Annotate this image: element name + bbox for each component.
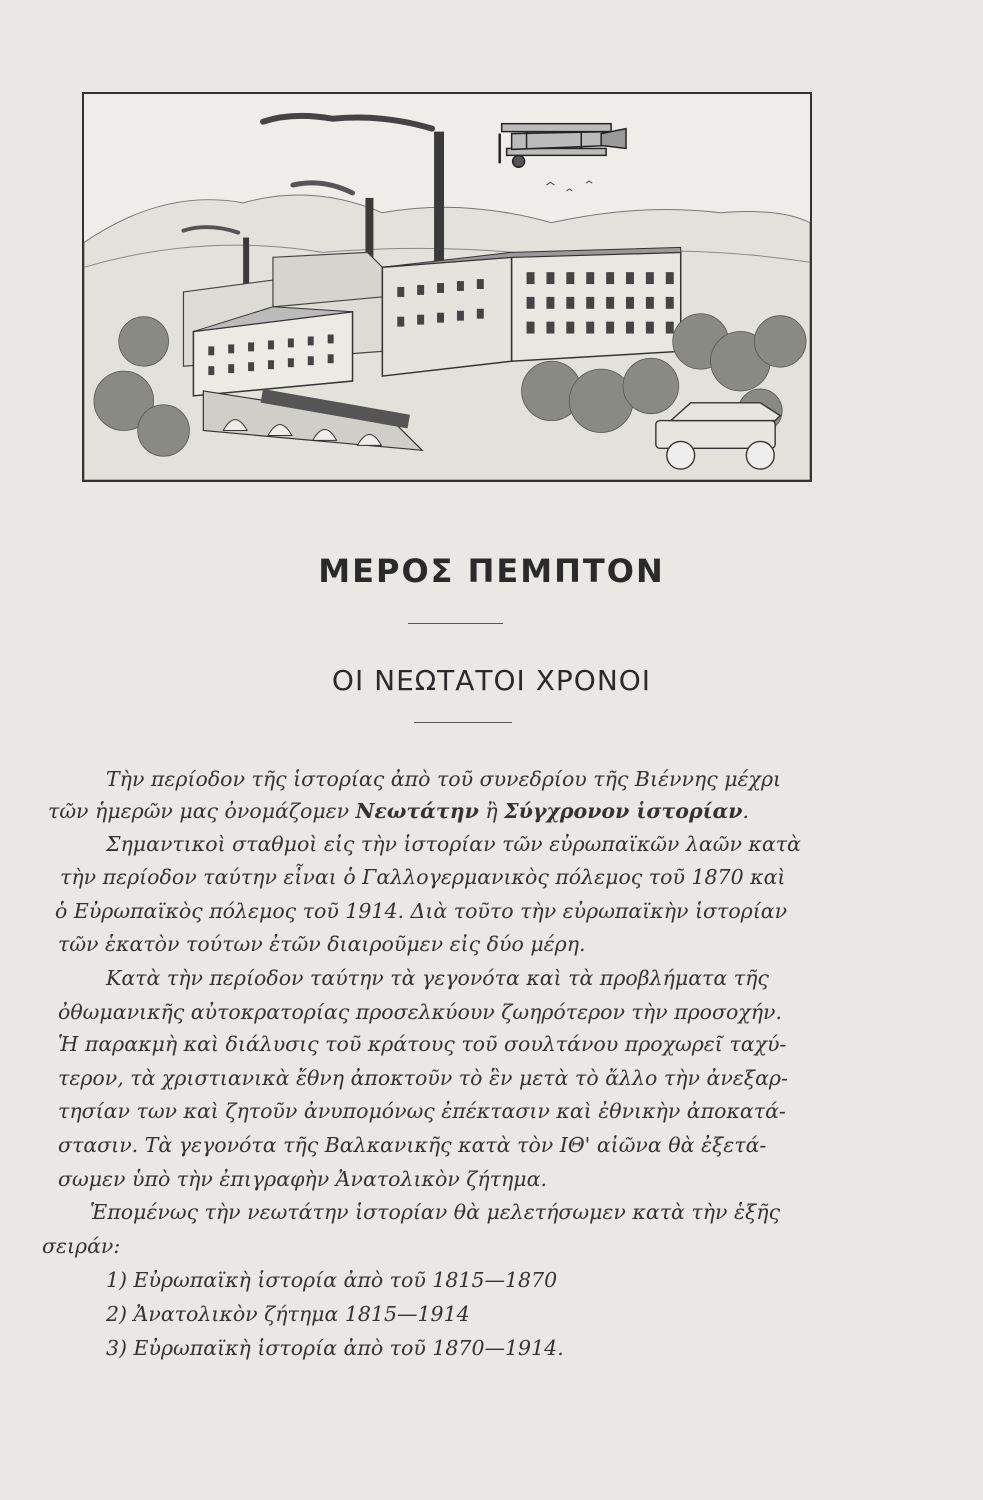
paragraph-3-line-6: στασιν. Τὰ γεγονότα τῆς Βαλκανικῆς κατὰ τὸν ΙΘ' αἰῶνα θὰ ἐξετά- (58, 1133, 767, 1157)
paragraph-1-line-1: Τὴν περίοδον τῆς ἱστορίας ἀπὸ τοῦ συνεδρίου τῆς Βιέννης μέχρι (106, 767, 782, 791)
paragraph-3-line-1: Κατὰ τὴν περίοδον ταύτην τὰ γεγονότα καὶ τὰ προβλήματα τῆς (106, 966, 769, 990)
text-run: ἢ (478, 799, 505, 823)
title-divider (408, 623, 503, 624)
paragraph-2-line-1: Σημαντικοὶ σταθμοὶ εἰς τὴν ἱστορίαν τῶν εὐρωπαϊκῶν λαῶν κατὰ (106, 832, 801, 856)
list-item: 3) Εὐρωπαϊκὴ ἱστορία ἀπὸ τοῦ 1870—1914. (106, 1336, 564, 1360)
text-run: . (742, 799, 750, 823)
paragraph-1-line-2 (48, 799, 749, 823)
list-item: 2) Ἀνατολικὸν ζήτημα 1815—1914 (106, 1302, 470, 1326)
list-item: 1) Εὐρωπαϊκὴ ἱστορία ἀπὸ τοῦ 1815—1870 (106, 1268, 558, 1292)
paragraph-2-line-4: τῶν ἑκατὸν τούτων ἐτῶν διαιροῦμεν εἰς δύο μέρη. (58, 932, 586, 956)
factory-engraving-image (84, 94, 810, 480)
paragraph-3-line-4: τερον, τὰ χριστιανικὰ ἔθνη ἀποκτοῦν τὸ ἓν μετὰ τὸ ἄλλο τὴν ἀνεξαρ- (58, 1066, 788, 1090)
paragraph-3-line-7: σωμεν ὑπὸ τὴν ἐπιγραφὴν Ἀνατολικὸν ζήτημα. (58, 1167, 547, 1191)
text-run: τῶν ἡμερῶν μας ὀνομάζομεν (48, 799, 356, 823)
paragraph-2-line-3: ὁ Εὐρωπαϊκὸς πόλεμος τοῦ 1914. Διὰ τοῦτο τὴν εὐρωπαϊκὴν ἱστορίαν (55, 899, 788, 923)
section-title: ΟΙ ΝΕΩΤΑΤΟΙ ΧΡΟΝΟΙ (331, 664, 652, 697)
paragraph-3-line-2: ὀθωμανικῆς αὐτοκρατορίας προσελκύουν ζωηρότερον τὴν προσοχήν. (58, 1000, 782, 1024)
section-divider (414, 722, 512, 723)
paragraph-4-line-1: Ἑπομένως τὴν νεωτάτην ἱστορίαν θὰ μελετήσωμεν κατὰ τὴν ἑξῆς (90, 1200, 781, 1224)
paragraph-2-line-2: τὴν περίοδον ταύτην εἶναι ὁ Γαλλογερμανικὸς πόλεμος τοῦ 1870 καὶ (60, 865, 786, 889)
paragraph-3-line-3: Ἡ παρακμὴ καὶ διάλυσις τοῦ κράτους τοῦ σουλτάνου προχωρεῖ ταχύ- (58, 1032, 787, 1056)
paragraph-3-line-5: τησίαν των καὶ ζητοῦν ἀνυπομόνως ἐπέκτασιν καὶ ἐθνικὴν ἀποκατά- (58, 1099, 786, 1123)
part-title: ΜΕΡΟΣ ΠΕΜΠΤΟΝ (318, 552, 665, 590)
factory-illustration (82, 92, 812, 482)
emphasis-contemporary-history: Σύγχρονον ἱστορίαν (504, 799, 743, 823)
paragraph-4-line-2: σειράν: (42, 1234, 121, 1258)
emphasis-newest: Νεωτάτην (355, 799, 479, 823)
